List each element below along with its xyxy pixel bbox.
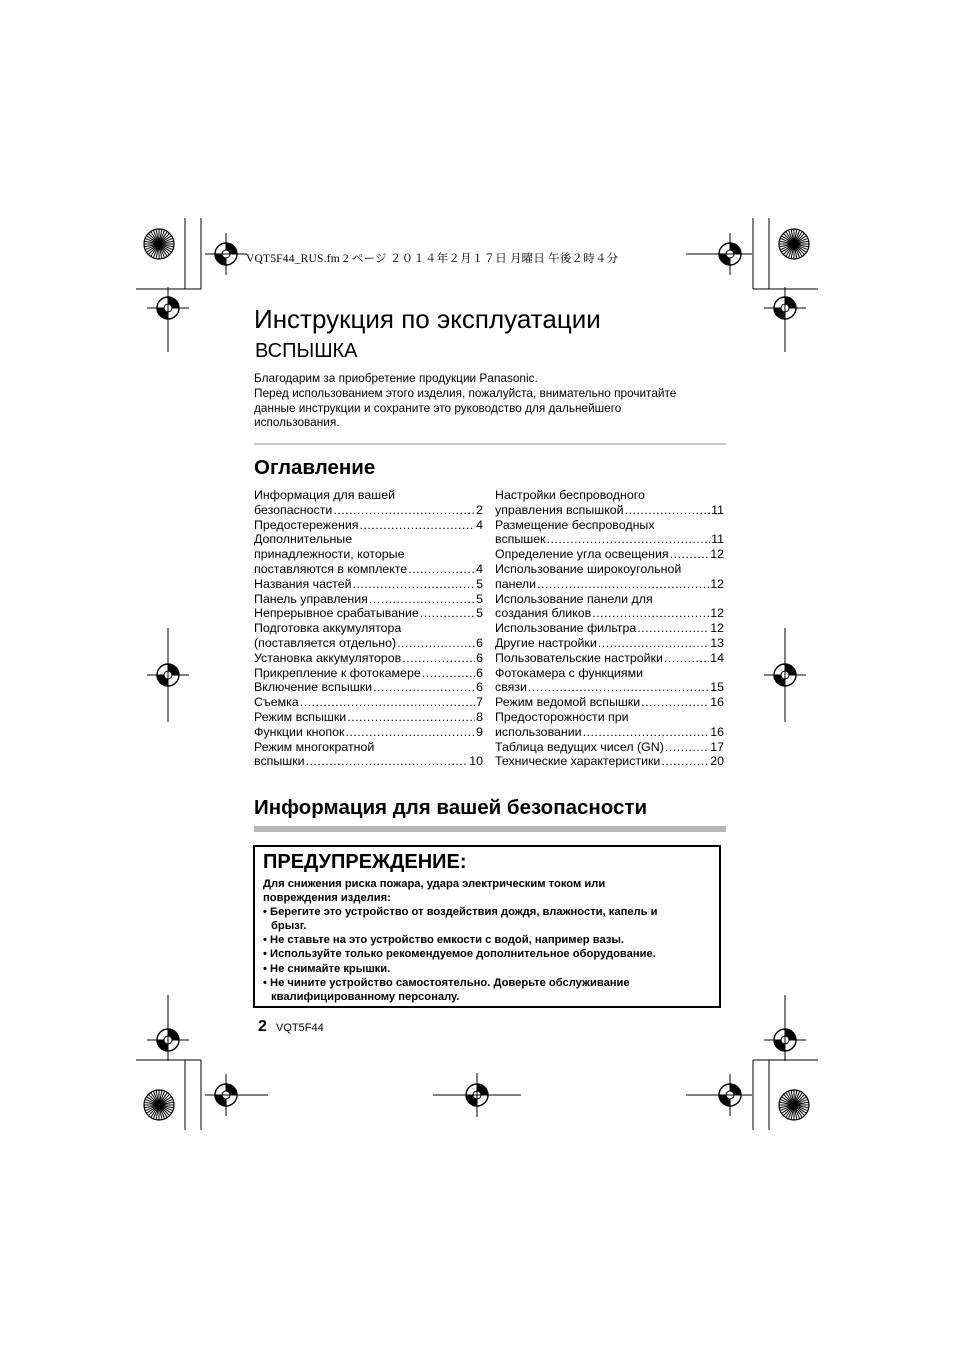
toc-entry <box>495 680 724 695</box>
toc-heading: Оглавление <box>254 456 376 479</box>
toc-entry <box>495 651 724 666</box>
toc-entry <box>254 547 483 562</box>
toc-entry <box>495 503 724 518</box>
warning-line: • Берегите это устройство от воздействия дождя, влажности, капель и <box>263 906 658 919</box>
toc-entry-page: 6 <box>476 680 483 695</box>
toc-dot-leader <box>353 577 476 592</box>
toc-dot-leader <box>637 621 709 636</box>
toc-dot-leader <box>333 503 475 518</box>
toc-entry-title: Информация для вашей <box>254 488 396 502</box>
toc-entry-title: Определение угла освещения <box>495 547 669 562</box>
toc-entry <box>495 518 724 533</box>
toc-dot-leader <box>661 754 709 769</box>
warning-heading: ПРЕДУПРЕЖДЕНИЕ: <box>263 851 467 873</box>
toc-dot-leader <box>397 636 475 651</box>
page-number: 2 <box>258 1018 267 1035</box>
warning-line: квалифицированному персоналу. <box>271 990 460 1003</box>
toc-entry <box>254 680 483 695</box>
toc-entry-title: Съемка <box>254 695 299 710</box>
toc-entry <box>495 621 724 636</box>
toc-entry-page: 5 <box>476 576 483 591</box>
toc-entry-title: Таблица ведущих чисел (GN) <box>495 739 664 754</box>
warning-line: • Используйте только рекомендуемое дополнительное оборудование. <box>263 948 656 961</box>
warning-line: повреждения изделия: <box>263 892 391 905</box>
toc-dot-leader <box>345 725 475 740</box>
toc-entry-page: 12 <box>710 606 724 621</box>
toc-entry <box>254 621 483 636</box>
toc-entry-title: Размещение беспроводных <box>495 517 655 532</box>
toc-dot-leader <box>422 666 475 681</box>
toc-entry-page: 6 <box>476 665 483 680</box>
toc-entry-page: 4 <box>476 561 483 576</box>
toc-entry-page: 10 <box>469 754 483 769</box>
toc-dot-leader <box>359 518 475 533</box>
safety-heading: Информация для вашей безопасности <box>254 796 648 819</box>
toc-entry-title: (поставляется отдельно) <box>254 635 397 650</box>
toc-entry <box>254 740 483 755</box>
toc-entry-title: Предостережения <box>254 517 359 532</box>
page-subtitle: ВСПЫШКА <box>255 340 358 362</box>
toc-entry-title: использовании <box>495 724 582 739</box>
toc-dot-leader <box>598 636 709 651</box>
toc-dot-leader <box>373 680 475 695</box>
warning-line: • Не снимайте крышки. <box>263 962 391 975</box>
toc-dot-leader <box>625 503 711 518</box>
toc-dot-leader <box>402 651 475 666</box>
toc-entry-title: Использование широкоугольной <box>495 561 682 576</box>
toc-entry <box>495 547 724 562</box>
toc-entry-title: вспышки <box>254 754 305 769</box>
toc-entry-title: Настройки беспроводного <box>495 488 645 502</box>
toc-entry <box>495 532 724 547</box>
toc-entry-title: управления вспышкой <box>495 502 624 517</box>
toc-column-left <box>254 488 483 769</box>
toc-entry <box>254 636 483 651</box>
toc-entry-page: 5 <box>476 591 483 606</box>
toc-entry <box>254 725 483 740</box>
toc-dot-leader <box>670 547 710 562</box>
toc-entry-title: Технические характеристики <box>495 754 661 769</box>
toc-dot-leader <box>592 606 709 621</box>
toc-entry-title: Подготовка аккумулятора <box>254 621 402 636</box>
toc-entry <box>495 636 724 651</box>
toc-entry-title: Прикрепление к фотокамере <box>254 665 421 680</box>
toc-entry-page: 8 <box>476 709 483 724</box>
toc-entry <box>254 592 483 607</box>
toc-entry <box>254 488 483 503</box>
toc-entry <box>495 725 724 740</box>
toc-entry-title: Другие настройки <box>495 635 597 650</box>
toc-entry-page: 7 <box>476 695 483 710</box>
toc-entry <box>495 606 724 621</box>
toc-entry-page: 9 <box>476 724 483 739</box>
section-divider <box>254 443 726 445</box>
toc-dot-leader <box>664 651 709 666</box>
toc-entry-page: 15 <box>710 680 724 695</box>
warning-line: • Не чините устройство самостоятельно. Доверьте обслуживание <box>263 976 630 989</box>
intro-line: Благодарим за приобретение продукции Panasonic. <box>254 371 538 385</box>
toc-entry-title: Фотокамера с функциями <box>495 665 644 680</box>
toc-entry-title: Панель управления <box>254 591 368 606</box>
warning-line: • Не ставьте на это устройство емкости с водой, например вазы. <box>263 934 625 947</box>
toc-entry-title: Использование панели для <box>495 591 653 606</box>
toc-entry-page: 16 <box>710 724 724 739</box>
toc-entry <box>254 651 483 666</box>
toc-entry-page: 20 <box>710 754 724 769</box>
toc-dot-leader <box>300 695 475 710</box>
toc-entry <box>254 532 483 547</box>
warning-text <box>263 877 718 1004</box>
toc-entry <box>254 503 483 518</box>
toc-entry <box>495 740 724 755</box>
intro-paragraph <box>254 371 729 430</box>
toc-dot-leader <box>641 695 709 710</box>
toc-entry-title: Режим вспышки <box>254 709 347 724</box>
toc-dot-leader <box>665 740 709 755</box>
toc-entry-title: Дополнительные <box>254 532 353 547</box>
document-code: VQT5F44 <box>276 1022 324 1034</box>
toc-entry-title: Непрерывное срабатывание <box>254 606 419 621</box>
toc-entry-page: 12 <box>710 576 724 591</box>
toc-entry-title: Установка аккумуляторов <box>254 650 402 665</box>
toc-entry <box>254 710 483 725</box>
toc-dot-leader <box>537 577 709 592</box>
toc-entry-title: Включение вспышки <box>254 680 373 695</box>
toc-entry-page: 6 <box>476 650 483 665</box>
intro-line: Перед использованием этого изделия, пожалуйста, внимательно прочитайте <box>254 385 677 400</box>
toc-entry-title: Функции кнопок <box>254 724 345 739</box>
toc-entry <box>254 518 483 533</box>
toc-dot-leader <box>420 606 475 621</box>
toc-entry <box>495 754 724 769</box>
toc-entry-page: 17 <box>710 739 724 754</box>
file-info-header: VQT5F44_RUS.fm 2 ページ ２０１４年２月１７日 月曜日 午後２時４分 <box>246 253 619 265</box>
toc-entry <box>495 710 724 725</box>
toc-entry <box>254 754 483 769</box>
toc-entry-page: 13 <box>710 635 724 650</box>
toc-entry-page: 11 <box>711 532 724 547</box>
toc-entry <box>495 577 724 592</box>
toc-entry-page: 12 <box>710 621 724 636</box>
toc-entry-page: 16 <box>710 695 724 710</box>
toc-entry-title: безопасности <box>254 502 333 517</box>
toc-entry-title: принадлежности, которые <box>254 547 405 562</box>
toc-entry-title: Названия частей <box>254 576 352 591</box>
toc-entry-page: 2 <box>476 502 483 517</box>
warning-line: брызг. <box>271 920 307 933</box>
toc-entry-title: панели <box>495 576 537 591</box>
toc-dot-leader <box>369 592 475 607</box>
toc-entry <box>254 695 483 710</box>
toc-entry <box>254 562 483 577</box>
page-title: Инструкция по эксплуатации <box>254 304 601 334</box>
toc-entry <box>254 577 483 592</box>
toc-entry-page: 11 <box>711 502 724 517</box>
toc-entry <box>495 488 724 503</box>
toc-entry-page: 5 <box>476 606 483 621</box>
intro-line: данные инструкции и сохраните это руководство для дальнейшего <box>254 400 622 415</box>
toc-entry-page: 12 <box>710 547 724 562</box>
toc-entry-page: 14 <box>710 650 724 665</box>
toc-entry-title: вспышек <box>495 532 546 547</box>
toc-dot-leader <box>583 725 710 740</box>
toc-entry <box>495 695 724 710</box>
toc-entry-page: 6 <box>476 635 483 650</box>
toc-column-right <box>495 488 724 769</box>
toc-entry-title: Пользовательские настройки <box>495 650 663 665</box>
toc-entry-title: Режим ведомой вспышки <box>495 695 641 710</box>
toc-entry-title: поставляются в комплекте <box>254 561 408 576</box>
toc-dot-leader <box>408 562 475 577</box>
toc-dot-leader <box>347 710 475 725</box>
toc-entry <box>254 666 483 681</box>
toc-entry <box>495 666 724 681</box>
safety-heading-underline <box>254 826 726 832</box>
toc-entry <box>495 562 724 577</box>
toc-dot-leader <box>306 754 469 769</box>
toc-entry-title: создания бликов <box>495 606 592 621</box>
toc-dot-leader <box>547 532 711 547</box>
toc-entry <box>495 592 724 607</box>
toc-dot-leader <box>528 680 709 695</box>
toc-entry-page: 4 <box>476 517 483 532</box>
toc-entry-title: связи <box>495 680 527 695</box>
toc-entry-title: Использование фильтра <box>495 621 637 636</box>
warning-line: Для снижения риска пожара, удара электрическим током или <box>263 878 606 890</box>
toc-entry <box>254 606 483 621</box>
toc-entry-title: Предосторожности при <box>495 709 629 724</box>
intro-line: использования. <box>254 415 340 430</box>
toc-entry-title: Режим многократной <box>254 739 375 754</box>
